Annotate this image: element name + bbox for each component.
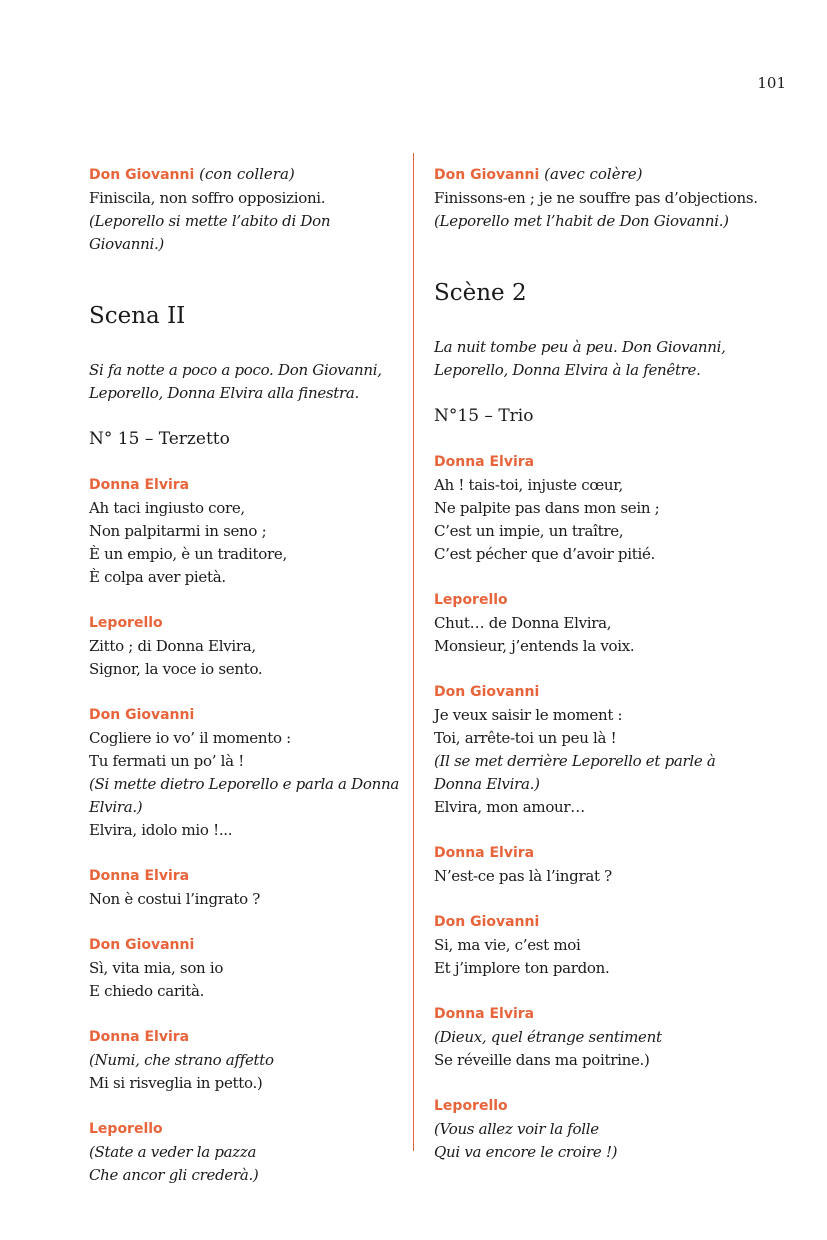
verse-line: Ne palpite pas dans mon sein ; <box>434 499 660 517</box>
dialogue-block <box>89 474 399 589</box>
speaker-name: Don Giovanni <box>434 684 540 700</box>
verse-line: Elvira, mon amour… <box>434 798 585 816</box>
speaker-name: Leporello <box>434 592 508 608</box>
page-number: 101 <box>757 74 786 92</box>
speaker-name: Donna Elvira <box>89 1029 190 1045</box>
stage-direction-line: Donna Elvira.) <box>434 775 540 793</box>
dialogue-block <box>89 612 399 681</box>
number-title: N°15 – Trio <box>434 406 534 426</box>
dialogue-block <box>89 934 399 1003</box>
speaker-name: Donna Elvira <box>434 845 535 861</box>
speaker-label: Don Giovanni <box>89 167 195 183</box>
scene-description <box>434 336 759 382</box>
verse-line: Signor, la voce io sento. <box>89 660 263 678</box>
scene-description-line: Leporello, Donna Elvira à la fenêtre. <box>434 361 701 379</box>
number-title: N° 15 – Terzetto <box>89 429 230 449</box>
dialogue-block <box>434 451 759 566</box>
stage-direction-line: Che ancor gli crederà.) <box>89 1166 259 1184</box>
scene-title: Scène 2 <box>434 280 527 306</box>
speaker-name: Donna Elvira <box>434 1006 535 1022</box>
verse-line: Chut… de Donna Elvira, <box>434 614 612 632</box>
dialogue-block <box>89 1026 399 1095</box>
dialogue-block <box>434 681 759 819</box>
scene-title: Scena II <box>89 303 186 329</box>
speaker-name: Donna Elvira <box>89 868 190 884</box>
stage-direction-line: (Il se met derrière Leporello et parle à <box>434 752 716 770</box>
verse-line: Elvira, idolo mio !... <box>89 821 233 839</box>
verse-line: Non è costui l’ingrato ? <box>89 890 261 908</box>
dialogue-blocks <box>434 451 759 1164</box>
verse-line: Finissons-en ; je ne souffre pas d’objections. <box>434 189 758 207</box>
stage-direction-line: (Vous allez voir la folle <box>434 1120 599 1138</box>
speaker-name: Don Giovanni <box>434 914 540 930</box>
dialogue-block <box>89 1118 399 1187</box>
speaker-name <box>434 163 759 187</box>
intro-block <box>434 163 759 233</box>
speaker-name: Leporello <box>89 1121 163 1137</box>
speaker-name: Don Giovanni <box>89 707 195 723</box>
italian-column <box>89 163 399 1210</box>
stage-direction-line: (Numi, che strano affetto <box>89 1051 274 1069</box>
stage-direction-line: (Si mette dietro Leporello e parla a Donna <box>89 775 399 793</box>
stage-direction: (avec colère) <box>544 165 643 183</box>
verse-line: C’est un impie, un traître, <box>434 522 624 540</box>
speaker-name: Donna Elvira <box>89 477 190 493</box>
dialogue-block <box>434 842 759 888</box>
speaker-name: Don Giovanni <box>89 937 195 953</box>
verse-line: E chiedo carità. <box>89 982 205 1000</box>
verse-line: C’est pécher que d’avoir pitié. <box>434 545 656 563</box>
scene-description-line: La nuit tombe peu à peu. Don Giovanni, <box>434 338 726 356</box>
french-column <box>434 163 759 1187</box>
scene-description-line: Leporello, Donna Elvira alla finestra. <box>89 384 360 402</box>
verse-line: Non palpitarmi in seno ; <box>89 522 267 540</box>
verse-line: È un empio, è un traditore, <box>89 545 287 563</box>
verse-line: Cogliere io vo’ il momento : <box>89 729 291 747</box>
verse-line: Se réveille dans ma poitrine.) <box>434 1051 650 1069</box>
verse-line: Je veux saisir le moment : <box>434 706 623 724</box>
verse-line: Ah ! tais-toi, injuste cœur, <box>434 476 623 494</box>
verse-line: Finiscila, non soffro opposizioni. <box>89 189 326 207</box>
speaker-label: Don Giovanni <box>434 167 540 183</box>
dialogue-block <box>434 1095 759 1164</box>
verse-line: Et j’implore ton pardon. <box>434 959 610 977</box>
dialogue-block <box>434 911 759 980</box>
stage-direction-line: Elvira.) <box>89 798 143 816</box>
verse-line: Toi, arrête-toi un peu là ! <box>434 729 617 747</box>
stage-direction-line: (Dieux, quel étrange sentiment <box>434 1028 662 1046</box>
dialogue-blocks <box>89 474 399 1187</box>
stage-direction: (con collera) <box>199 165 295 183</box>
dialogue-block <box>434 589 759 658</box>
verse-line: È colpa aver pietà. <box>89 568 226 586</box>
verse-line: N’est-ce pas là l’ingrat ? <box>434 867 612 885</box>
verse-line: Monsieur, j’entends la voix. <box>434 637 635 655</box>
intro-block <box>89 163 399 256</box>
verse-line: Ah taci ingiusto core, <box>89 499 245 517</box>
dialogue-block <box>434 1003 759 1072</box>
scene-description <box>89 359 399 405</box>
speaker-name: Leporello <box>89 615 163 631</box>
verse-line: Zitto ; di Donna Elvira, <box>89 637 256 655</box>
speaker-name: Leporello <box>434 1098 508 1114</box>
scene-description-line: Si fa notte a poco a poco. Don Giovanni, <box>89 361 382 379</box>
speaker-name: Donna Elvira <box>434 454 535 470</box>
dialogue-block <box>89 704 399 842</box>
stage-direction: (Leporello si mette l’abito di Don Giovanni.) <box>89 212 331 253</box>
stage-direction-line: (State a veder la pazza <box>89 1143 257 1161</box>
verse-line: Tu fermati un po’ là ! <box>89 752 244 770</box>
verse-line: Sì, vita mia, son io <box>89 959 224 977</box>
dialogue-block <box>89 865 399 911</box>
verse-line: Mi si risveglia in petto.) <box>89 1074 263 1092</box>
speaker-name <box>89 163 399 187</box>
column-divider <box>413 153 414 1151</box>
stage-direction-line: Qui va encore le croire !) <box>434 1143 618 1161</box>
stage-direction: (Leporello met l’habit de Don Giovanni.) <box>434 212 729 230</box>
verse-line: Si, ma vie, c’est moi <box>434 936 581 954</box>
